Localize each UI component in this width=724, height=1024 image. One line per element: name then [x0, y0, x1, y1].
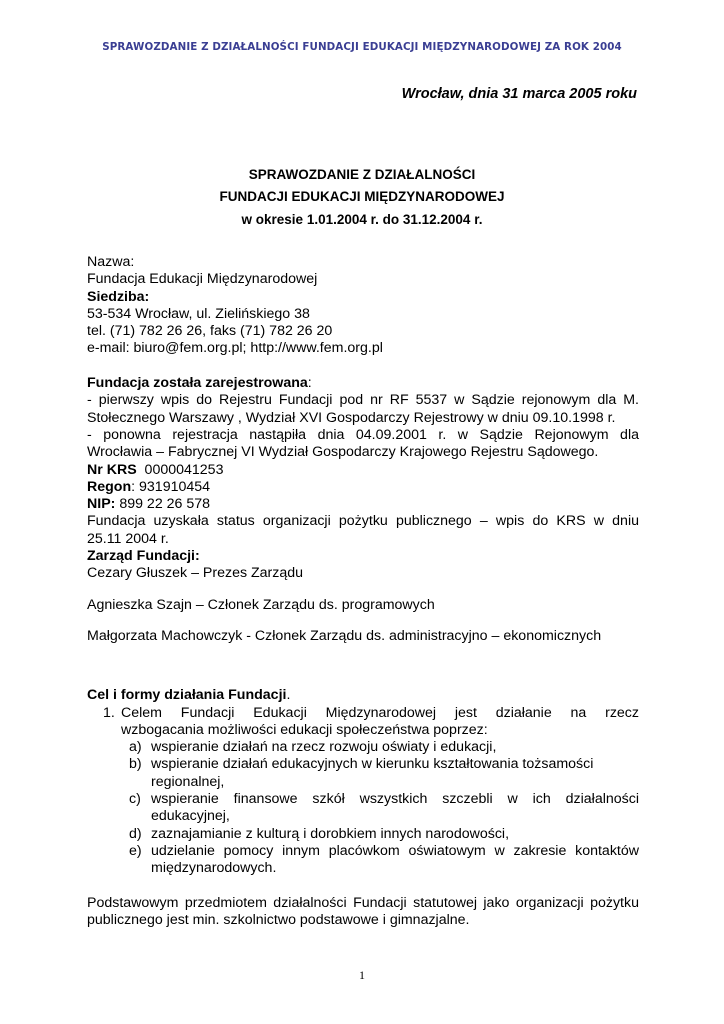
subitem-e-text-2: międzynarodowych. [151, 860, 277, 877]
board-member-2: Agnieszka Szajn – Członek Zarządu ds. programowych [87, 596, 435, 613]
goal-item-1-line-2: wzbogacania możliwości edukacji społeczeństwa poprzez: [121, 721, 488, 738]
subitem-c-text-1: wspieranie finansowe szkół wszystkich szczebli w ich działalności [151, 791, 639, 808]
goals-heading-period: . [286, 687, 291, 704]
goal-subitem-c [87, 791, 639, 826]
page-number: 1 [359, 968, 365, 982]
summary-line-1: Podstawowym przedmiotem działalności Fundacji statutowej jako organizacji pożytku [87, 894, 639, 911]
registration-first-line-1: - pierwszy wpis do Rejestru Fundacji pod nr RF 5537 w Sądzie rejonowym dla M. [87, 392, 639, 409]
document-body [87, 254, 639, 929]
seat-label: Siedziba: [87, 288, 150, 305]
subitem-a-letter: a) [129, 739, 142, 756]
address: 53-534 Wrocław, ul. Zielińskiego 38 [87, 305, 310, 322]
goals-heading [87, 687, 639, 704]
name-value: Fundacja Edukacji Międzynarodowej [87, 271, 318, 288]
krs-row [87, 462, 639, 479]
subitem-d-text: zaznajamianie z kulturą i dorobkiem innych narodowości, [151, 825, 510, 842]
krs-value: 0000041253 [136, 461, 224, 478]
name-label: Nazwa: [87, 254, 135, 270]
registration-heading [87, 375, 639, 392]
registration-second-line-2: Wrocławia – Fabrycznej VI Wydział Gospodarczy Krajowego Rejestru Sądowego. [87, 444, 599, 461]
subitem-c-text-2: edukacyjnej, [151, 808, 230, 825]
regon-value: : 931910454 [131, 478, 211, 495]
subitem-c-letter: c) [129, 791, 141, 808]
board-member-3: Małgorzata Machowczyk - Członek Zarządu ds. administracyjno – ekonomicznych [87, 627, 602, 644]
title-line-3: w okresie 1.01.2004 r. do 31.12.2004 r. [241, 212, 483, 227]
subitem-b-letter: b) [129, 756, 142, 773]
goal-subitem-e [87, 843, 639, 878]
summary-line-2: publicznego jest min. szkolnictwo podstawowe i gimnazjalne. [87, 912, 470, 929]
registration-second-line-1: - ponowna rejestracja nastąpiła dnia 04.09.2001 r. w Sądzie Rejonowym dla [87, 426, 639, 443]
goals-heading-text: Cel i formy działania Fundacji [87, 687, 287, 704]
phone-fax: tel. (71) 782 26 26, faks (71) 782 26 20 [87, 323, 333, 340]
goal-item-1-line-1: Celem Fundacji Edukacji Międzynarodowej jest działanie na rzecz [121, 704, 639, 721]
goal-subitem-d [87, 826, 639, 843]
running-header: SPRAWOZDANIE Z DZIAŁALNOŚCI FUNDACJI EDUKACJI MIĘDZYNARODOWEJ ZA ROK 2004 [102, 41, 622, 53]
status-line-2: 25.11 2004 r. [87, 530, 169, 547]
nip-row [87, 496, 639, 513]
subitem-b-text-2: regionalnej, [151, 773, 225, 790]
subitem-a-text: wspieranie działań na rzecz rozwoju oświaty i edukacji, [151, 739, 497, 756]
board-member-1: Cezary Głuszek – Prezes Zarządu [87, 565, 304, 582]
registration-first-line-2: Stołecznego Warszawy , Wydział XVI Gospodarczy Rejestrowy w dniu 09.10.1998 r. [87, 409, 616, 426]
regon-label: Regon [87, 478, 132, 495]
subitem-e-letter: e) [129, 842, 142, 859]
subitem-d-letter: d) [129, 825, 142, 842]
subitem-b-text-1: wspieranie działań edukacyjnych w kierunku kształtowania tożsamości [151, 756, 594, 773]
goal-item-1 [87, 705, 639, 740]
registration-label: Fundacja została zarejestrowana [87, 375, 308, 392]
board-label: Zarząd Fundacji: [87, 548, 200, 565]
dateline: Wrocław, dnia 31 marca 2005 roku [401, 86, 637, 102]
nip-value: 899 22 26 578 [115, 496, 211, 513]
title-line-1: SPRAWOZDANIE Z DZIAŁALNOŚCI [248, 167, 476, 182]
goal-subitem-a [87, 739, 639, 756]
status-line-1: Fundacja uzyskała status organizacji pożytku publicznego – wpis do KRS w dniu [87, 513, 639, 530]
subitem-e-text-1: udzielanie pomocy innym placówkom oświatowym w zakresie kontaktów [151, 842, 639, 859]
krs-label: Nr KRS [87, 461, 137, 478]
email-website: e-mail: biuro@fem.org.pl; http://www.fem.org.pl [87, 340, 383, 357]
goal-item-1-number: 1. [103, 704, 115, 721]
regon-row [87, 479, 639, 496]
registration-colon: : [307, 375, 312, 392]
nip-label: NIP: [87, 496, 116, 513]
title-line-2: FUNDACJI EDUKACJI MIĘDZYNARODOWEJ [219, 189, 505, 204]
goal-subitem-b [87, 756, 639, 791]
